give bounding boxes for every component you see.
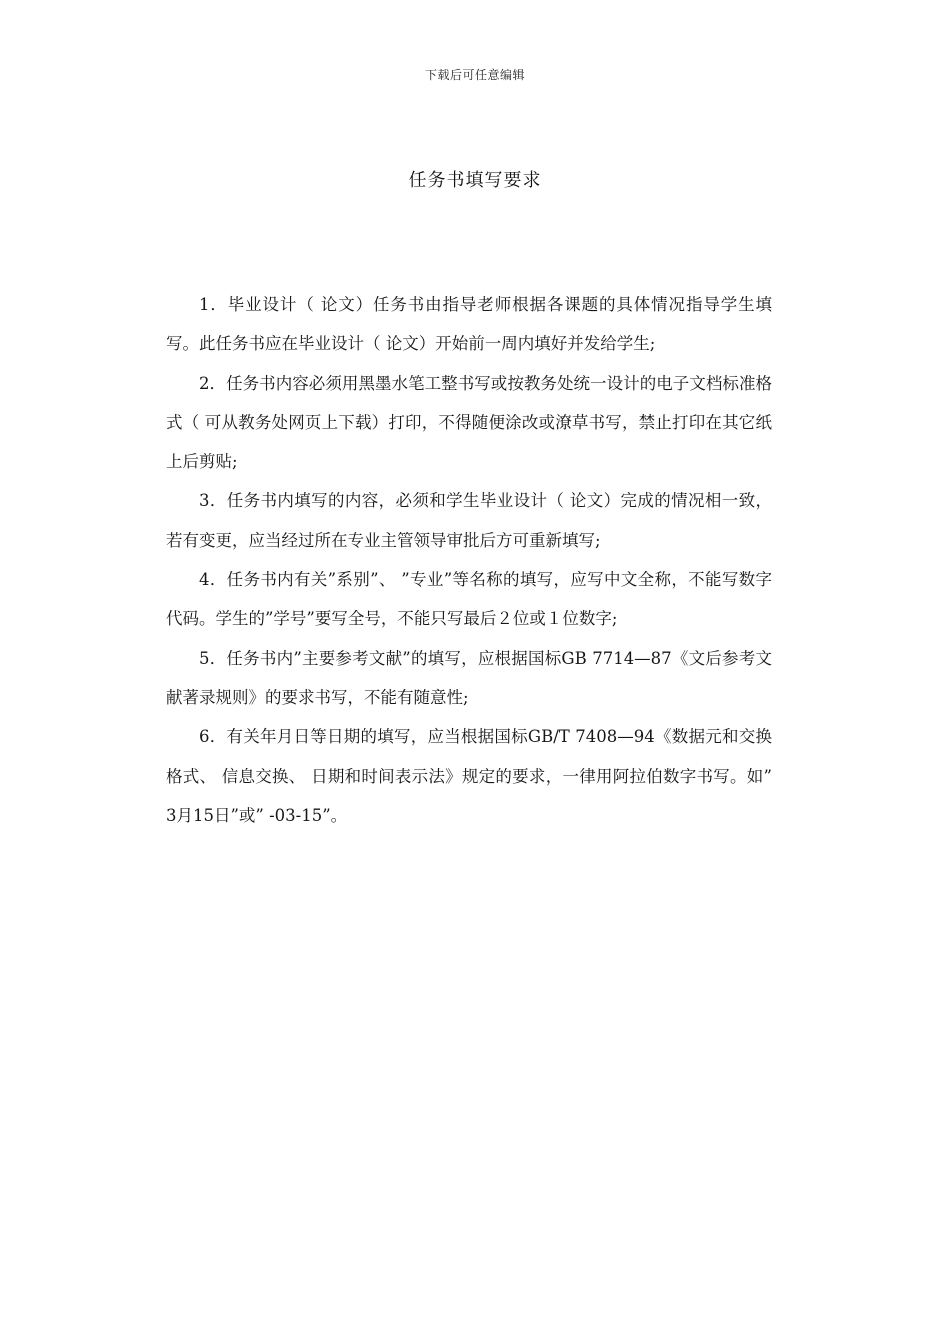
header-note: 下载后可任意编辑 xyxy=(424,68,525,82)
requirement-item-5: 5．任务书内”主要参考文献”的填写，应根据国标GB 7714—87《文后参考文献著录规则》的要求书写，不能有随意性; xyxy=(166,648,772,707)
requirement-item-3: 3．任务书内填写的内容，必须和学生毕业设计（ 论文）完成的情况相一致，若有变更，应当经过所在专业主管领导审批后方可重新填写; xyxy=(166,491,772,550)
requirement-item-6: 6．有关年月日等日期的填写，应当根据国标GB/T 7408—94《数据元和交换格式、 信息交换、 日期和时间表示法》规定的要求，一律用阿拉伯数字书写。如” 3月15日”或” -03-15”。 xyxy=(166,727,772,825)
requirement-item-4: 4．任务书内有关”系别”、 ”专业”等名称的填写，应写中文全称，不能写数字代码。学生的”学号”要写全号，不能只写最后２位或１位数字; xyxy=(166,570,772,629)
page-title: 任务书填写要求 xyxy=(408,170,542,191)
requirement-item-2: 2．任务书内容必须用黑墨水笔工整书写或按教务处统一设计的电子文档标准格式（ 可从教务处网页上下载）打印，不得随便涂改或潦草书写，禁止打印在其它纸上后剪贴; xyxy=(166,373,772,472)
requirements-list xyxy=(166,285,772,835)
requirement-item-1: 1．毕业设计（ 论文）任务书由指导老师根据各课题的具体情况指导学生填写。此任务书应在毕业设计（ 论文）开始前一周内填好并发给学生; xyxy=(166,295,772,354)
